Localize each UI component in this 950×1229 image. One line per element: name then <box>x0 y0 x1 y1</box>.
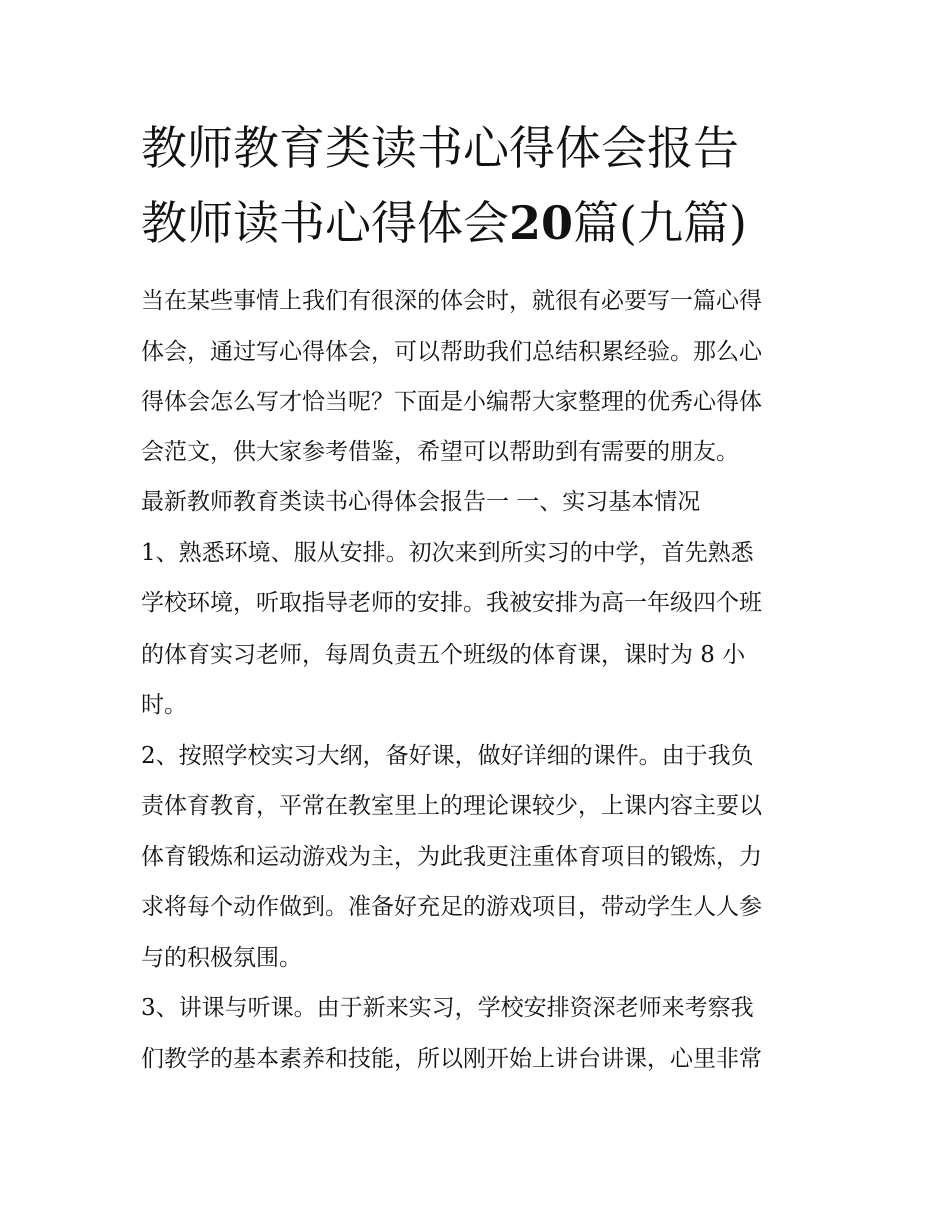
title-number: 20 <box>509 196 574 250</box>
body-line: 1、熟悉环境、服从安排。初次来到所实习的中学，首先熟悉 <box>141 540 754 566</box>
body-line: 的体育实习老师，每周负责五个班级的体育课，课时为 8 小 <box>141 642 746 668</box>
body-line: 会范文，供大家参考借鉴，希望可以帮助到有需要的朋友。 <box>141 439 739 465</box>
body-line: 时。 <box>141 692 187 718</box>
document-title-line-1: 教师教育类读书心得体会报告 <box>141 121 739 175</box>
body-line: 当在某些事情上我们有很深的体会时，就很有必要写一篇心得 <box>141 288 762 314</box>
body-line: 3、讲课与听课。由于新来实习，学校安排资深老师来考察我 <box>141 995 754 1021</box>
title-suffix: 篇(九篇) <box>573 196 747 250</box>
body-line: 体育锻炼和运动游戏为主，为此我更注重体育项目的锻炼，力 <box>141 844 762 870</box>
body-line: 得体会怎么写才恰当呢？下面是小编帮大家整理的优秀心得体 <box>141 389 762 415</box>
body-line: 体会，通过写心得体会，可以帮助我们总结积累经验。那么心 <box>141 339 762 365</box>
body-line: 2、按照学校实习大纲，备好课，做好详细的课件。由于我负 <box>141 743 754 769</box>
title-prefix: 教师读书心得体会 <box>141 196 509 250</box>
body-line: 学校环境，听取指导老师的安排。我被安排为高一年级四个班 <box>141 590 762 616</box>
body-line: 求将每个动作做到。准备好充足的游戏项目，带动学生人人参 <box>141 894 762 920</box>
body-line: 与的积极氛围。 <box>141 945 302 971</box>
document-title-line-2 <box>141 193 841 253</box>
section-heading-line: 最新教师教育类读书心得体会报告一 一、实习基本情况 <box>141 489 701 515</box>
body-line: 责体育教育，平常在教室里上的理论课较少，上课内容主要以 <box>141 793 762 819</box>
body-line: 们教学的基本素养和技能，所以刚开始上讲台讲课，心里非常 <box>141 1046 762 1072</box>
